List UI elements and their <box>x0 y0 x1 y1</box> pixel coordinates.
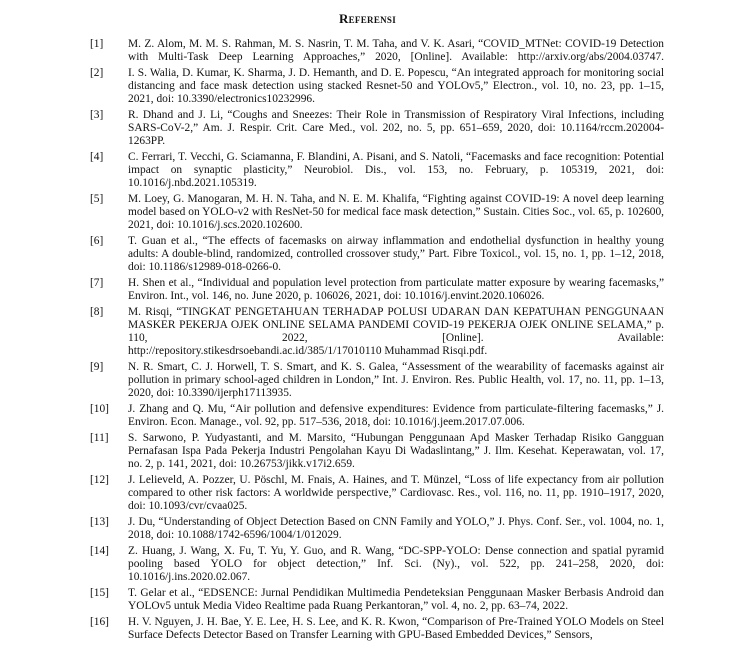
reference-number: [11] <box>90 432 109 444</box>
reference-text: C. Ferrari, T. Vecchi, G. Sciamanna, F. Blandini, A. Pisani, and S. Natoli, “Facemasks and face recognition: Potential impact on synaptic plasticity,” Neurobiol. Dis., vol. 153, no. February, p. 105319, 2021, doi: 10.1016/j.nbd.2021.105319. <box>128 151 664 189</box>
reference-text: T. Guan et al., “The effects of facemasks on airway inflammation and endothelial dysfunction in healthy young adults: A double-blind, randomized, controlled crossover study,” Part. Fibre Toxicol., vol. 15, no. 1, pp. 1–12, 2018, doi: 10.1186/s12989-018-0266-0. <box>128 235 664 273</box>
reference-text-body: M. Risqi, “TINGKAT PENGETAHUAN TERHADAP POLUSI UDARAN DAN KEPATUHAN PENGGUNAAN MASKER PEKERJA OJEK ONLINE SELAMA PANDEMI COVID-19 PEKERJA OJEK ONLINE SELAMA,” p. 110, 2022, [Online]. Available: <box>128 306 664 344</box>
reference-list <box>0 38 735 645</box>
reference-text: M. Loey, G. Manogaran, M. H. N. Taha, and N. E. M. Khalifa, “Fighting against COVID-19: A novel deep learning model based on YOLO-v2 with ResNet-50 for medical face mask detection,” Sustain. Cities Soc., vol. 65, p. 102600, 2021, doi: 10.1016/j.scs.2020.102600. <box>128 193 664 231</box>
reference-item <box>0 277 735 303</box>
reference-number: [7] <box>90 277 104 289</box>
reference-text: J. Zhang and Q. Mu, “Air pollution and defensive expenditures: Evidence from particulate-filtering facemasks,” J. Environ. Econ. Manage., vol. 92, pp. 517–536, 2018, doi: 10.1016/j.jeem.2017.07.006. <box>128 403 664 428</box>
reference-item <box>0 109 735 148</box>
reference-item <box>0 235 735 274</box>
reference-item <box>0 67 735 106</box>
reference-item <box>0 306 735 358</box>
reference-text: I. S. Walia, D. Kumar, K. Sharma, J. D. Hemanth, and D. E. Popescu, “An integrated approach for monitoring social distancing and face mask detection using stacked Resnet-50 and YOLOv5,” Electron., vol. 10, no. 23, pp. 1–15, 2021, doi: 10.3390/electronics10232996. <box>128 67 664 105</box>
reference-url[interactable]: http://repository.stikesdrsoebandi.ac.id/385/1/17010110 Muhammad Risqi.pdf. <box>128 345 488 357</box>
reference-text: H. V. Nguyen, J. H. Bae, Y. E. Lee, H. S. Lee, and K. R. Kwon, “Comparison of Pre-Trained YOLO Models on Steel Surface Defects Detector Based on Transfer Learning with GPU-Based Embedded Devices,” Sensors, <box>128 616 664 641</box>
reference-number: [2] <box>90 67 104 79</box>
reference-number: [14] <box>90 545 109 557</box>
reference-number: [10] <box>90 403 109 415</box>
reference-item <box>0 151 735 190</box>
reference-text: M. Z. Alom, M. M. S. Rahman, M. S. Nasrin, T. M. Taha, and V. K. Asari, “COVID_MTNet: COVID-19 Detection with Multi-Task Deep Learning Approaches,” 2020, [Online]. Available: http://arxiv.org/abs/2004.03747. <box>128 38 664 63</box>
reference-number: [4] <box>90 151 104 163</box>
reference-text: N. R. Smart, C. J. Horwell, T. S. Smart, and K. S. Galea, “Assessment of the wearability of facemasks against air pollution in primary school-aged children in London,” Int. J. Environ. Res. Public Health, vol. 17, no. 11, pp. 1–13, 2020, doi: 10.3390/ijerph17113935. <box>128 361 664 399</box>
reference-number: [1] <box>90 38 104 50</box>
reference-text: R. Dhand and J. Li, “Coughs and Sneezes: Their Role in Transmission of Respiratory Viral Infections, including SARS-CoV-2,” Am. J. Respir. Crit. Care Med., vol. 202, no. 5, pp. 651–659, 2020, doi: 10.1164/rccm.202004-1263PP. <box>128 109 664 147</box>
reference-item <box>0 545 735 584</box>
reference-item <box>0 474 735 513</box>
reference-text: Z. Huang, J. Wang, X. Fu, T. Yu, Y. Guo, and R. Wang, “DC-SPP-YOLO: Dense connection and spatial pyramid pooling based YOLO for object detection,” Inf. Sci. (Ny)., vol. 522, pp. 241–258, 2020, doi: 10.1016/j.ins.2020.02.067. <box>128 545 664 583</box>
reference-number: [6] <box>90 235 104 247</box>
reference-item <box>0 516 735 542</box>
references-heading: Referensi <box>338 11 397 26</box>
reference-number: [3] <box>90 109 104 121</box>
reference-item <box>0 193 735 232</box>
reference-number: [15] <box>90 587 109 599</box>
reference-text: J. Lelieveld, A. Pozzer, U. Pöschl, M. Fnais, A. Haines, and T. Münzel, “Loss of life expectancy from air pollution compared to other risk factors: A worldwide perspective,” Cardiovasc. Res., vol. 116, no. 11, pp. 1910–1917, 2020, doi: 10.1093/cvr/cvaa025. <box>128 474 664 512</box>
reference-item <box>0 403 735 429</box>
reference-number: [13] <box>90 516 109 528</box>
reference-number: [5] <box>90 193 104 205</box>
reference-text <box>128 306 664 358</box>
reference-text: S. Sarwono, P. Yudyastanti, and M. Marsito, “Hubungan Penggunaan Apd Masker Terhadap Risiko Gangguan Pernafasan Ispa Pada Pekerja Industri Pengolahan Kayu Di Wadaslintang,” J. Ilm. Kesehat. Keperawatan, vol. 17, no. 2, p. 141, 2021, doi: 10.26753/jikk.v17i2.659. <box>128 432 664 470</box>
reference-number: [9] <box>90 361 104 373</box>
reference-number: [16] <box>90 616 109 628</box>
reference-item <box>0 432 735 471</box>
reference-text: T. Gelar et al., “EDSENCE: Jurnal Pendidikan Multimedia Pendeteksian Penggunaan Masker Berbasis Android dan YOLOv5 untuk Media Video Realtime pada Ruang Perkantoran,” vol. 4, no. 2, pp. 63–74, 2022. <box>128 587 664 612</box>
reference-text: J. Du, “Understanding of Object Detection Based on CNN Family and YOLO,” J. Phys. Conf. Ser., vol. 1004, no. 1, 2018, doi: 10.1088/1742-6596/1004/1/012029. <box>128 516 664 541</box>
reference-item <box>0 361 735 400</box>
reference-text: H. Shen et al., “Individual and population level protection from particulate matter exposure by wearing facemasks,” Environ. Int., vol. 146, no. June 2020, p. 106026, 2021, doi: 10.1016/j.envint.2020.106026. <box>128 277 664 302</box>
reference-item <box>0 587 735 613</box>
reference-number: [12] <box>90 474 109 486</box>
reference-item <box>0 616 735 642</box>
reference-number: [8] <box>90 306 104 318</box>
reference-item <box>0 38 735 64</box>
